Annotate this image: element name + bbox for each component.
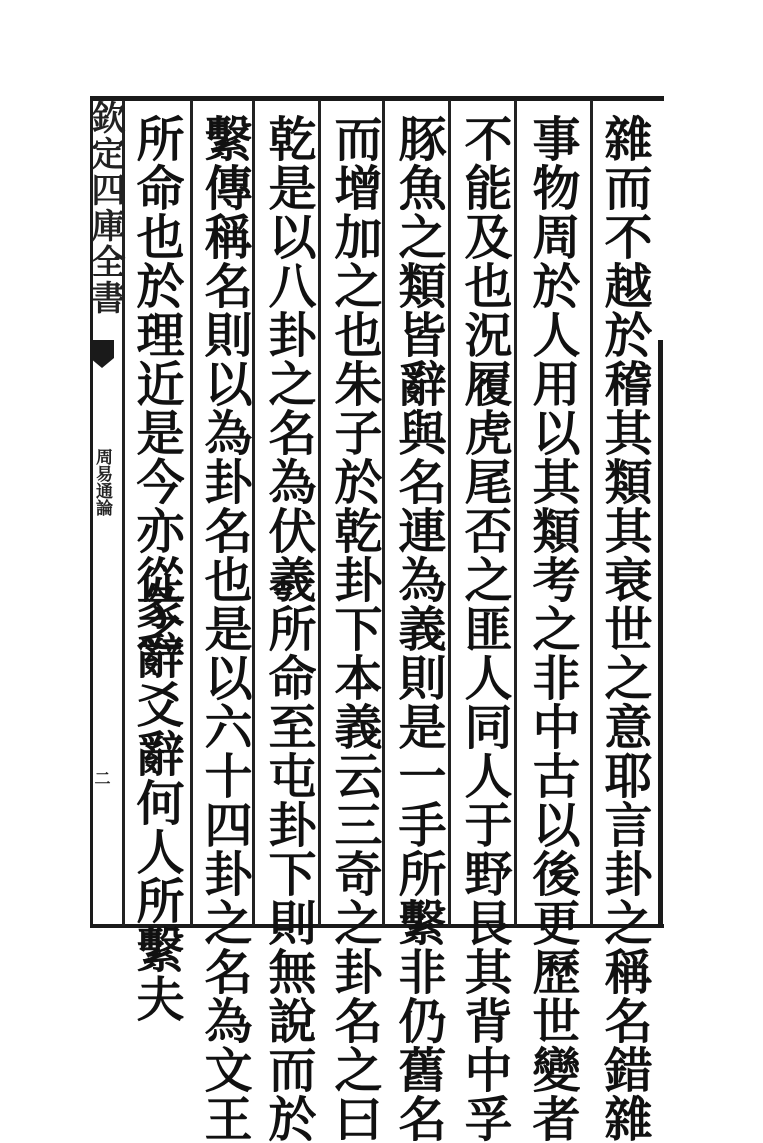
column-divider: [318, 100, 321, 926]
fishtail-mark-icon: [90, 340, 114, 368]
text-column-5: 而增加之也朱子於乾卦下本義云三奇之卦名之曰: [326, 114, 382, 1143]
column-divider: [190, 100, 193, 926]
chapter-title: 周易通論: [92, 448, 112, 516]
text-column-6: 乾是以八卦之名為伏羲所命至屯卦下則無說而於: [260, 114, 316, 1143]
column-divider: [252, 100, 255, 926]
text-column-8a: 所命也於理近是今亦從之: [128, 114, 184, 653]
text-column-8b: 彖辭爻辭何人所繫夫: [128, 582, 184, 1023]
text-column-7: 繫傳稱名則以為卦名也是以六十四卦之名為文王: [196, 114, 252, 1143]
frame-top-rule: [92, 96, 664, 101]
column-divider: [382, 100, 385, 926]
column-divider: [448, 100, 451, 926]
frame-right-rule: [658, 340, 663, 928]
text-column-4: 豚魚之類皆辭與名連為義則是一手所繫非仍舊名: [390, 114, 446, 1143]
text-column-1: 雜而不越於稽其類其衰世之意耶言卦之稱名錯雜: [596, 114, 652, 1143]
book-title: 欽定四庫全書: [85, 100, 125, 316]
text-column-3: 不能及也況履虎尾否之匪人同人于野艮其背中孚: [456, 114, 512, 1143]
page-number: 二: [92, 770, 111, 786]
column-divider: [590, 100, 593, 926]
column-divider: [514, 100, 517, 926]
text-column-2: 事物周於人用以其類考之非中古以後更歷世變者: [524, 114, 580, 1143]
